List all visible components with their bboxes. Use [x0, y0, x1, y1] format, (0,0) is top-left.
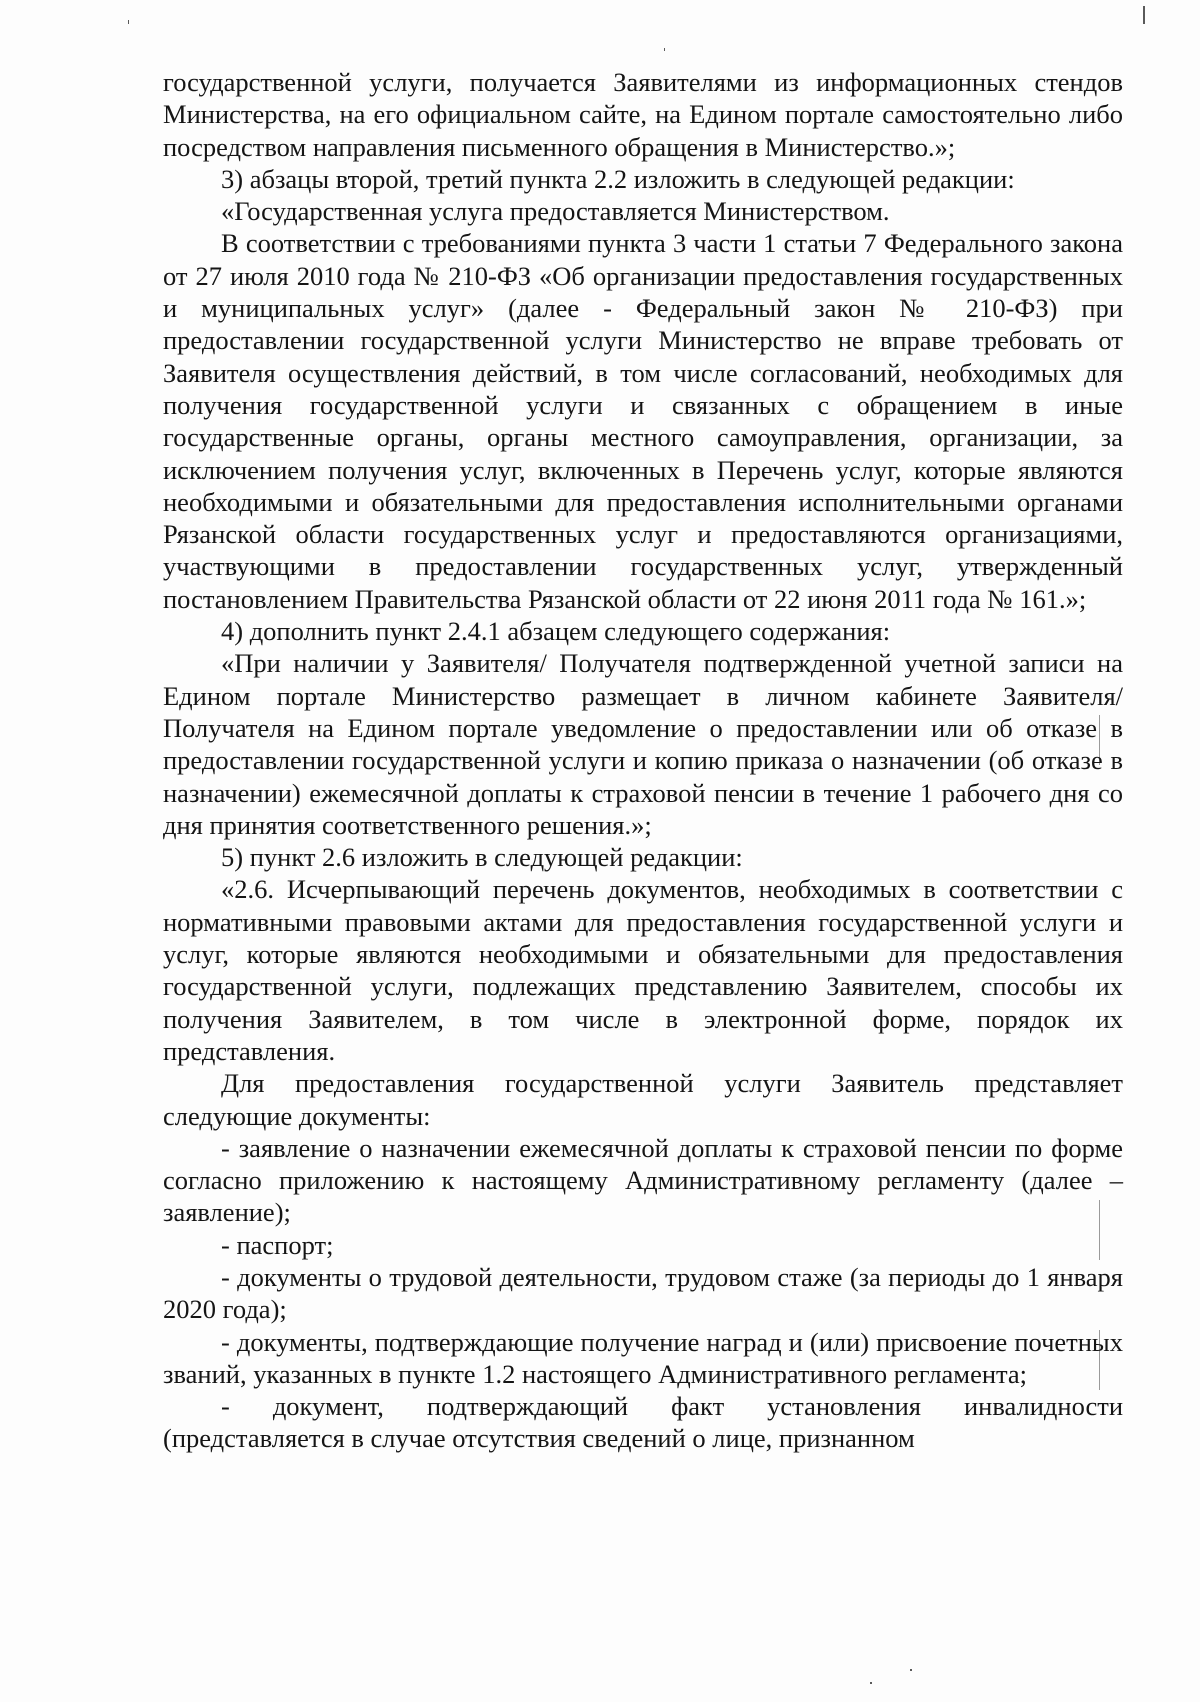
paragraph-12: - документы о трудовой деятельности, трудовом стаже (за периоды до 1 января 2020 года);: [163, 1261, 1123, 1325]
scan-mark-top-center: [664, 48, 665, 51]
paragraph-4: В соответствии с требованиями пункта 3 части 1 статьи 7 Федерального закона от 27 июля 2010 года № 210-ФЗ «Об организации предоставления государственных и муниципальных услуг» (далее - Федеральный закон № 210-ФЗ) при предоставлении государственной услуги Министерство не вправе требовать от Заявителя осуществления действий, в том числе согласований, необходимых для получения государственной услуги и связанных с обращением в иные государственные органы, органы местного самоуправления, организации, за исключением получения услуг, включенных в Перечень услуг, которые являются необходимыми и обязательными для предоставления исполнительными органами Рязанской области государственных услуг и предоставляются организациями, участвующими в предоставлении государственных услуг, утвержденный постановлением Правительства Рязанской области от 22 июня 2011 года № 161.»;: [163, 228, 1123, 614]
paragraph-3: «Государственная услуга предоставляется Министерством.: [221, 196, 890, 227]
paragraph-9: Для предоставления государственной услуги Заявитель представляет следующие документы:: [163, 1068, 1123, 1131]
paragraph-2: 3) абзацы второй, третий пункта 2.2 изложить в следующей редакции:: [221, 163, 1015, 194]
paragraph-1: государственной услуги, получается Заявителями из информационных стендов Министерства, на его официальном сайте, на Едином портале самостоятельно либо посредством направления письменного обращения в Министерство.»;: [163, 67, 1123, 162]
paragraph-7: 5) пункт 2.6 изложить в следующей редакции:: [221, 842, 743, 873]
paragraph-13: - документы, подтверждающие получение наград и (или) присвоение почетных званий, указанных в пункте 1.2 настоящего Административного регламента;: [163, 1326, 1123, 1389]
paragraph-6: «При наличии у Заявителя/ Получателя подтвержденной учетной записи на Едином портале Министерство размещает в личном кабинете Заявителя/ Получателя на Едином портале уведомление о предоставлении или об отказе в предоставлении государственной услуги и копию приказа о назначении (об отказе в назначении) ежемесячной доплаты к страховой пенсии в течение 1 рабочего дня со дня принятия соответственного решения.»;: [163, 648, 1123, 840]
scan-mark-top-right: [1143, 6, 1145, 24]
paragraph-10: - заявление о назначении ежемесячной доплаты к страховой пенсии по форме согласно приложению к настоящему Административному регламенту (далее – заявление);: [163, 1132, 1123, 1228]
scan-mark-bottom-2: [870, 1682, 872, 1684]
paragraph-11: - паспорт;: [221, 1229, 334, 1260]
document-body: [163, 66, 1123, 1455]
scan-mark-top-left: [128, 20, 129, 24]
paragraph-14: - документ, подтверждающий факт установления инвалидности (представляется в случае отсутствия сведений о лице, признанном: [163, 1391, 1123, 1454]
paragraph-5: 4) дополнить пункт 2.4.1 абзацем следующего содержания:: [221, 616, 891, 647]
scan-mark-bottom-1: [910, 1669, 912, 1671]
paragraph-8: «2.6. Исчерпывающий перечень документов, необходимых в соответствии с нормативными правовыми актами для предоставления государственной услуги и услуг, которые являются необходимыми и обязательными для предоставления государственной услуги, подлежащих представлению Заявителем, способы их получения Заявителем, в том числе в электронной форме, порядок их представления.: [163, 874, 1123, 1066]
